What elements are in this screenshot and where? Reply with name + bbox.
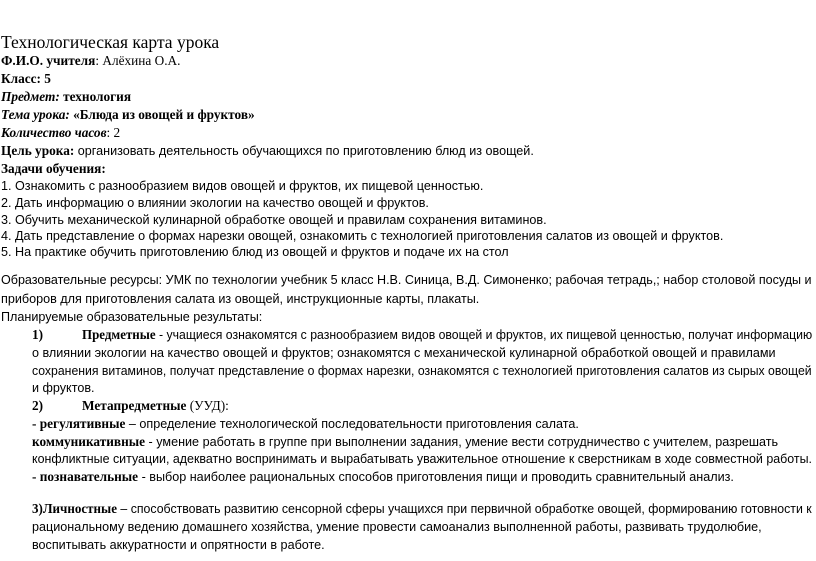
class-line — [1, 71, 51, 87]
task-item: 1. Ознакомить с разнообразием видов овощей и фруктов, их пищевой ценностью. — [1, 179, 484, 193]
communicative-line-2: конфликтные ситуации, адекватно воспринимать и вырабатывать уважительное отношение к сверстникам в ходе совместной работы. — [32, 452, 813, 466]
result-3-desc: – способствовать развитию сенсорной сферы учащихся при первичной обработке овощей, формированию готовности к — [116, 502, 812, 516]
communicative-line — [32, 434, 778, 450]
task-item: 4. Дать представление о формах нарезки овощей, ознакомить с технологией приготовления салатов из овощей и фруктов. — [1, 229, 724, 243]
result-3-line-3: воспитывать аккуратности и опрятности в работе. — [32, 538, 325, 552]
topic-value: «Блюда из овощей и фруктов» — [69, 107, 255, 122]
regulative-label: - регулятивные — [32, 416, 126, 431]
subject-label: Предмет: — [1, 89, 60, 104]
task-item: 5. На практике обучить приготовлению блюд из овощей и фруктов и подаче их на стол — [1, 245, 509, 259]
result-2-number — [32, 398, 43, 414]
task-item: 3. Обучить механической кулинарной обработке овощей и правилам сохранения витаминов. — [1, 213, 547, 227]
result-1-title: Предметные — [82, 327, 156, 342]
result-1-line — [32, 327, 43, 343]
result-1-number: 1) — [32, 327, 44, 342]
planned-results-label: Планируемые образовательные результаты: — [1, 310, 263, 324]
teacher-sep: : — [95, 53, 103, 68]
result-2-num: 2) — [32, 398, 44, 413]
result-2-rest: (УУД): — [186, 398, 229, 413]
goal-value: организовать деятельность обучающихся по приготовлению блюд из овощей. — [74, 144, 534, 158]
page-title: Технологическая карта урока — [1, 32, 220, 52]
communicative-label: коммуникативные — [32, 434, 146, 449]
communicative-text: - умение работать в группе при выполнении задания, умение вести сотрудничество с учителем, разрешать — [145, 435, 779, 449]
cognitive-text: - выбор наиболее рациональных способов приготовления пищи и проводить сравнительный анализ. — [138, 470, 734, 484]
subject-line — [1, 89, 131, 105]
cognitive-label: - познавательные — [32, 469, 139, 484]
result-3-line-2: рациональному ведению домашнего хозяйства, умение провести самоанализ выполненной работы, развивать трудолюбие, — [32, 520, 762, 534]
teacher-label: Ф.И.О. учителя — [1, 53, 96, 68]
cognitive-line — [32, 469, 734, 485]
task-item: 2. Дать информацию о влиянии экологии на качество овощей и фруктов. — [1, 196, 429, 210]
goal-line — [1, 143, 534, 159]
subject-value: технология — [59, 89, 132, 104]
teacher-value: Алёхина О.А. — [102, 53, 181, 68]
result-3-line — [32, 501, 812, 517]
resources-line-1: Образовательные ресурсы: УМК по технологии учебник 5 класс Н.В. Синица, В.Д. Симоненко; рабочая тетрадь,; набор столовой посуды и — [1, 273, 812, 287]
result-2-text — [82, 398, 229, 414]
hours-line — [1, 125, 120, 141]
result-1-line-2: о влиянии экологии на качество овощей и фруктов; ознакомятся с механической кулинарной обработкой овощей и правилами — [32, 346, 776, 360]
result-1-text — [82, 327, 812, 343]
topic-label: Тема урока: — [1, 107, 70, 122]
hours-label: Количество часов — [1, 125, 107, 140]
resources-line-2: приборов для приготовления салата из овощей, инструкционные карты, плакаты. — [1, 292, 480, 306]
tasks-label: Задачи обучения: — [1, 161, 106, 176]
regulative-line — [32, 416, 579, 432]
result-1-line-4: и фруктов. — [32, 381, 95, 395]
teacher-line — [1, 53, 180, 69]
hours-value: : 2 — [106, 125, 121, 140]
result-3-title: 3)Личностные — [32, 501, 117, 516]
result-1-line-3: сохранения витаминов, получат представление о формах нарезки, ознакомятся с технологией приготовления салатов из сырых овощей — [32, 364, 812, 378]
goal-label: Цель урока: — [1, 143, 75, 158]
class-label: Класс: 5 — [1, 71, 51, 86]
regulative-text: – определение технологической последовательности приготовления салата. — [125, 417, 579, 431]
result-1-desc: - учащиеся ознакомятся с разнообразием видов овощей и фруктов, их пищевой ценностью, получат информацию — [155, 328, 813, 342]
topic-line — [1, 107, 255, 123]
result-2-title: Метапредметные — [82, 398, 187, 413]
tasks-heading — [1, 161, 106, 177]
